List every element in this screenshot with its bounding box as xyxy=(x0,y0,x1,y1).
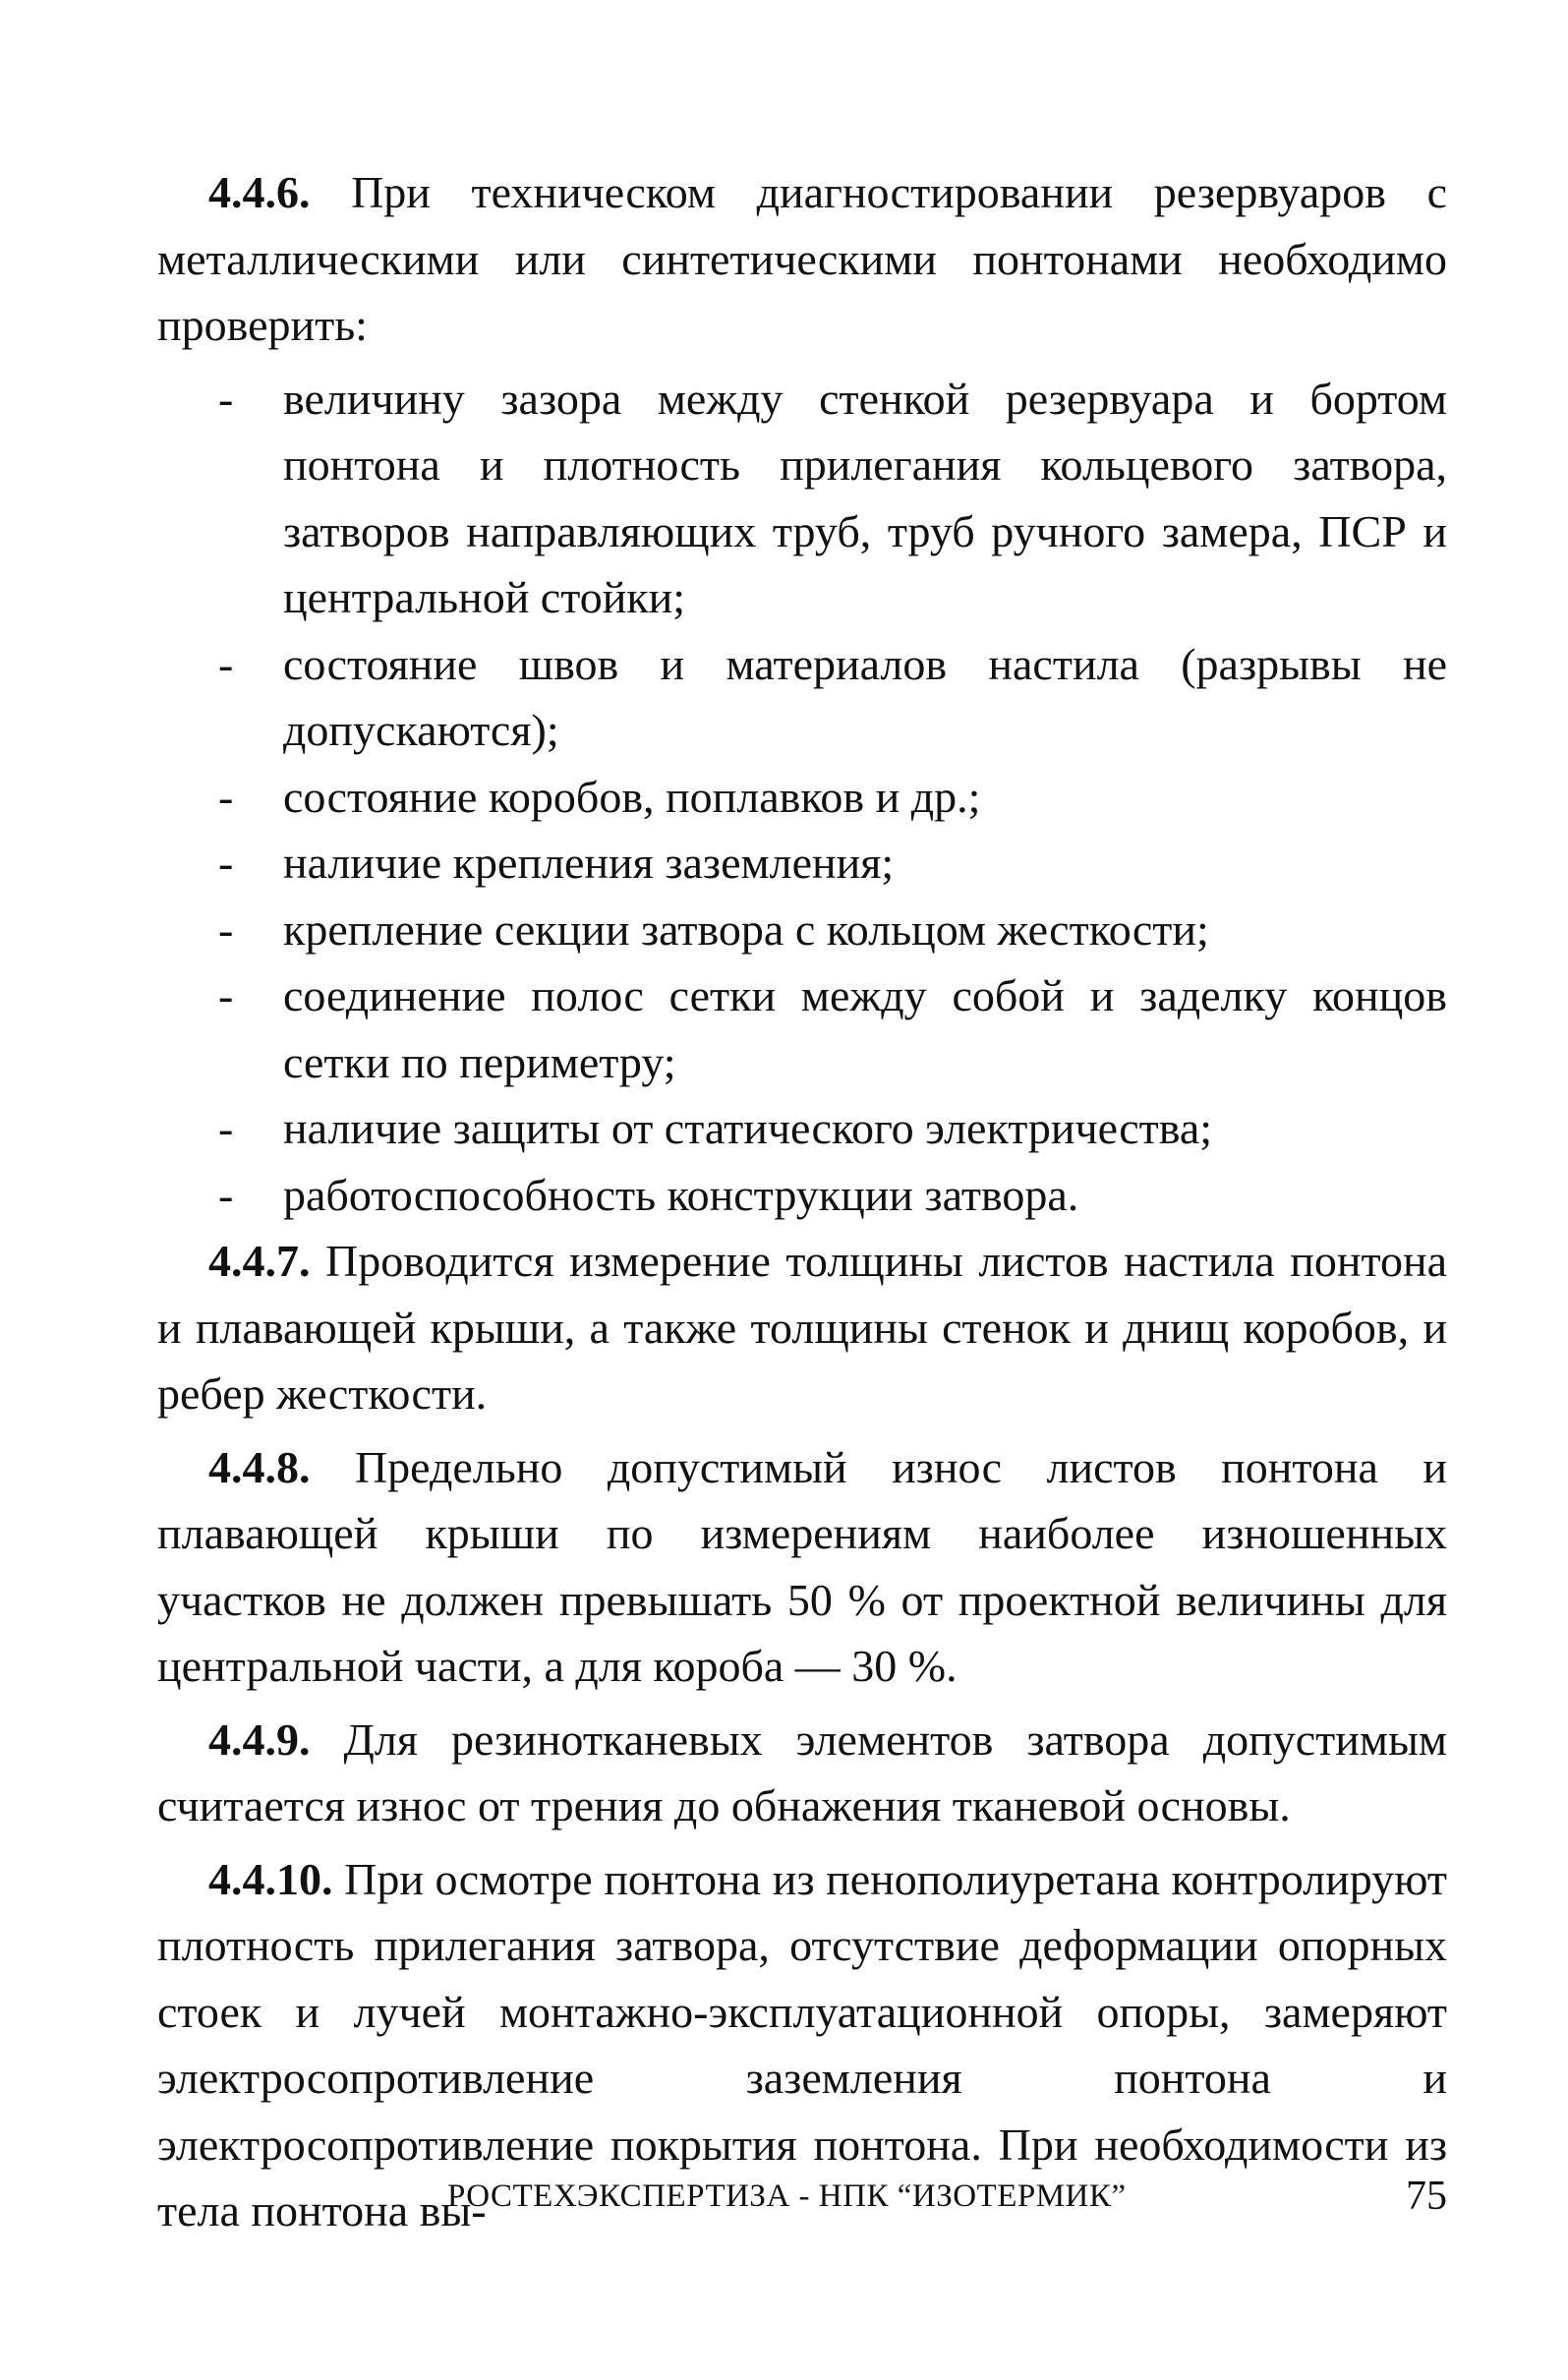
list-item-text: наличие защиты от статического электричества; xyxy=(283,1103,1213,1153)
clause-number: 4.4.7. xyxy=(208,1236,311,1286)
body-text xyxy=(157,159,1447,2251)
list-item xyxy=(157,1095,1447,1162)
list-dash: - xyxy=(218,1103,234,1153)
list-dash: - xyxy=(218,838,234,888)
list-item-text: наличие крепления заземления; xyxy=(283,838,895,888)
list-item xyxy=(157,631,1447,764)
list-item-text: крепление секции затвора с кольцом жесткости; xyxy=(283,903,1209,955)
paragraph-4-4-7 xyxy=(157,1228,1447,1427)
list-item xyxy=(157,830,1447,897)
clause-text: При осмотре понтона из пенополиуретана контролируют плотность прилегания затвора, отсутствие деформации опорных стоек и лучей монтажно-эксплуатационной опоры, замеряют электросопротивление заземления понтона и электросопротивление покрытия понтона. При необходимости из тела понтона вы- xyxy=(157,1853,1447,2235)
list-item xyxy=(157,764,1447,831)
paragraph-4-4-8 xyxy=(157,1434,1447,1700)
page-number: 75 xyxy=(1406,2174,1447,2219)
clause-text: Проводится измерение толщины листов настила понтона и плавающей крыши, а также толщины стенок и днищ коробов, и ребер жесткости. xyxy=(157,1236,1447,1419)
list-item-text: состояние коробов, поплавков и др.; xyxy=(283,771,981,822)
clause-number: 4.4.9. xyxy=(208,1713,311,1765)
list-item xyxy=(157,366,1447,631)
page-footer xyxy=(157,2169,1447,2228)
list-dash: - xyxy=(218,970,234,1020)
list-item xyxy=(157,1162,1447,1229)
clause-text: Предельно допустимый износ листов понтона и плавающей крыши по измерениям наиболее изношенных участков не должен превышать 50 % от проектной величины для центральной части, а для короба — 30 %. xyxy=(157,1441,1447,1691)
list-dash: - xyxy=(218,1169,234,1220)
clause-text: Для резинотканевых элементов затвора допустимым считается износ от трения до обнажения тканевой основы. xyxy=(157,1713,1447,1830)
clause-number: 4.4.10. xyxy=(208,1853,333,1904)
list-dash: - xyxy=(218,638,234,689)
list-dash: - xyxy=(218,903,234,955)
footer-publisher: РОСТЕХЭКСПЕРТИЗА - НПК “ИЗОТЕРМИК” xyxy=(447,2178,1127,2214)
list-item-text: состояние швов и материалов настила (разрывы не допускаются); xyxy=(283,638,1447,755)
list-dash: - xyxy=(218,771,234,822)
paragraph-4-4-6 xyxy=(157,159,1447,359)
clause-number: 4.4.6. xyxy=(208,167,311,217)
clause-number: 4.4.8. xyxy=(208,1441,311,1492)
list-item xyxy=(157,962,1447,1095)
inspection-checklist xyxy=(157,366,1447,1229)
list-item xyxy=(157,897,1447,963)
clause-text: При техническом диагностировании резервуаров с металлическими или синтетическими понтонами необходимо проверить: xyxy=(157,167,1447,350)
list-dash: - xyxy=(218,373,234,424)
paragraph-4-4-9 xyxy=(157,1707,1447,1839)
list-item-text: соединение полос сетки между собой и заделку концов сетки по периметру; xyxy=(283,970,1447,1087)
list-item-text: работоспособность конструкции затвора. xyxy=(283,1169,1079,1220)
list-item-text: величину зазора между стенкой резервуара и бортом понтона и плотность прилегания кольцевого затвора, затворов направляющих труб, труб ручного замера, ПСР и центральной стойки; xyxy=(283,373,1447,622)
